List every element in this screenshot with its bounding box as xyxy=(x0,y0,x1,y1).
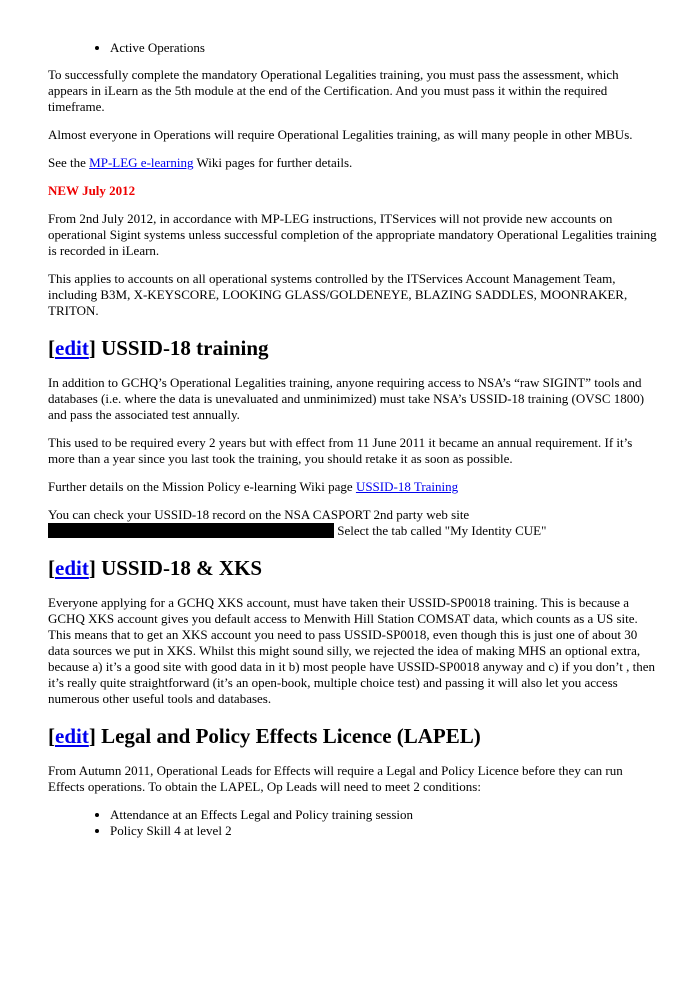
list-item: • Attendance at an Effects Legal and Policy training session xyxy=(110,807,660,823)
intro-p3-tail: Wiki pages for further details. xyxy=(193,155,353,170)
ussid18-paragraph-4 xyxy=(48,507,660,539)
section-title-xks: USSID-18 & XKS xyxy=(101,556,263,580)
list-item: • Active Operations xyxy=(110,40,660,56)
top-bullet-list xyxy=(48,40,660,56)
intro-paragraph-2: Almost everyone in Operations will require Operational Legalities training, as will many people in other MBUs. xyxy=(48,127,633,142)
edit-link-lapel[interactable]: edit xyxy=(55,724,89,748)
new-july-2012-label: NEW July 2012 xyxy=(48,183,136,198)
wiki-page xyxy=(48,0,660,839)
ussid18-p3-text: Further details on the Mission Policy e-learning Wiki page xyxy=(48,479,356,494)
ussid18-p4-tail: Select the tab called "My Identity CUE" xyxy=(334,523,547,538)
ussid18-training-link[interactable]: USSID-18 Training xyxy=(355,479,459,494)
list-item: • Policy Skill 4 at level 2 xyxy=(110,823,660,839)
ussid18-paragraph-2: This used to be required every 2 years but with effect from 11 June 2011 it became an annual requirement. If it’s more than a year since you last took the training, you should retake it as soon as possible. xyxy=(48,435,633,466)
ussid18-paragraph-1: In addition to GCHQ’s Operational Legalities training, anyone requiring access to NSA’s “raw SIGINT” tools and databases (i.e. where the data is unevaluated and unminimized) must take NSA’s USSID-18 training (OVSC 1800) and pass the associated test annually. xyxy=(48,375,645,422)
redaction-bar xyxy=(48,523,334,538)
lapel-paragraph-1: From Autumn 2011, Operational Leads for Effects will require a Legal and Policy Licence before they can run Effects operations. To obtain the LAPEL, Op Leads will need to meet 2 conditions: xyxy=(48,763,623,794)
intro-paragraph-5: This applies to accounts on all operational systems controlled by the ITServices Account Management Team, including B3M, X-KEYSCORE, LOOKING GLASS/GOLDENEYE, BLAZING SADDLES, MOONRAKER, TRITON. xyxy=(48,271,628,318)
edit-link-ussid18[interactable]: edit xyxy=(55,336,89,360)
section-heading-ussid18: [edit] USSID-18 training xyxy=(48,336,269,360)
mp-leg-elearning-link[interactable]: MP-LEG e-learning xyxy=(89,155,194,170)
edit-link-xks[interactable]: edit xyxy=(55,556,89,580)
intro-p3-text: See the xyxy=(48,155,90,170)
intro-paragraph-3 xyxy=(48,155,660,171)
section-title-lapel: Legal and Policy Effects Licence (LAPEL) xyxy=(101,724,481,748)
intro-paragraph-4: From 2nd July 2012, in accordance with MP-LEG instructions, ITServices will not provide new accounts on operational Sigint systems unless successful completion of the appropriate mandatory Operational Legalities training is recorded in iLearn. xyxy=(48,211,657,258)
xks-paragraph-1: Everyone applying for a GCHQ XKS account, must have taken their USSID-SP0018 training. This is because a GCHQ XKS account gives you default access to Menwith Hill Station COMSAT data, which counts as a US site. This means that to get an XKS account you need to pass USSID-SP0018, even though this is just one of about 30 data sources we put in XKS. Whilst this might sound silly, we rejected the idea of making MHS an optional extra, because a) it’s a good site with good data in it b) most people have USSID-SP0018 anyway and c) if you don’t , then it’s really quite straightforward (it’s an open-book, multiple choice test) and passing it will also let you access numerous other useful tools and databases. xyxy=(48,595,656,706)
ussid18-paragraph-3 xyxy=(48,479,660,495)
ussid18-p4-text: You can check your USSID-18 record on the NSA CASPORT 2nd party web site xyxy=(48,507,470,522)
intro-paragraph-1: To successfully complete the mandatory Operational Legalities training, you must pass the assessment, which appears in iLearn as the 5th module at the end of the Certification. And you must pass it within the required timeframe. xyxy=(48,67,619,114)
section-heading-xks: [edit] USSID-18 & XKS xyxy=(48,556,263,580)
lapel-conditions-list xyxy=(48,807,660,839)
section-heading-lapel: [edit] Legal and Policy Effects Licence (LAPEL) xyxy=(48,724,481,748)
section-title-ussid18: USSID-18 training xyxy=(101,336,269,360)
